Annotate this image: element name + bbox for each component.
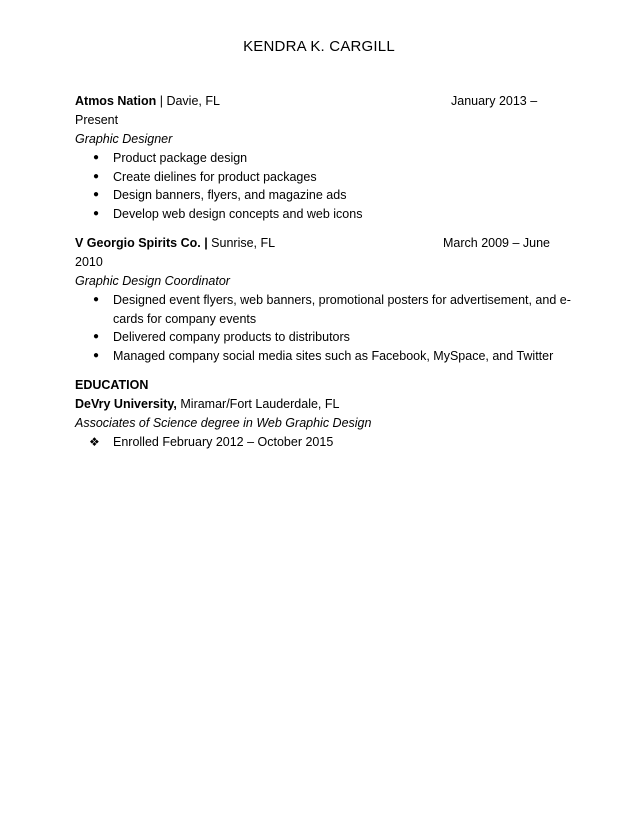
list-item: ● Managed company social media sites such as Facebook, MySpace, and Twitter (75, 347, 575, 366)
company-name: V Georgio Spirits Co. (75, 236, 201, 250)
job-duties (75, 291, 575, 365)
list-item: ● Create dielines for product packages (75, 168, 575, 187)
bullet-icon: ● (93, 349, 100, 361)
job-title: Graphic Designer (75, 132, 173, 146)
bullet-icon: ● (93, 294, 100, 305)
job-entry-1 (75, 92, 575, 223)
job-dates: March 2009 – June (443, 236, 551, 250)
bullet-icon: ● (93, 152, 100, 163)
school-name: DeVry University, (75, 397, 177, 411)
bullet-icon: ● (93, 170, 100, 182)
job-duties (75, 149, 575, 223)
separator: | (156, 94, 167, 108)
job-header (75, 92, 575, 111)
education-section (75, 376, 575, 452)
list-item: ● Product package design (75, 149, 575, 168)
bullet-icon: ● (93, 189, 100, 200)
school-line (75, 395, 575, 414)
job-entry-2 (75, 234, 575, 365)
school-location: Miramar/Fort Lauderdale, FL (176, 397, 340, 411)
job-title: Graphic Design Coordinator (75, 274, 230, 288)
list-item: ● Design banners, flyers, and magazine ads (75, 186, 575, 205)
bullet-icon: ● (93, 207, 100, 219)
job-location: Davie, FL (166, 94, 220, 108)
list-item: ● Develop web design concepts and web icons (75, 205, 575, 224)
degree: Associates of Science degree in Web Graphic Design (75, 416, 372, 430)
job-dates-continued: Present (75, 113, 119, 127)
job-header (75, 234, 575, 253)
list-item: ● Designed event flyers, web banners, promotional posters for advertisement, and e-cards for company events (93, 293, 571, 326)
company-name: Atmos Nation (75, 94, 157, 108)
job-dates-continued: 2010 (75, 255, 103, 269)
candidate-name: KENDRA K. CARGILL (243, 38, 395, 55)
separator: | (200, 236, 212, 250)
bullet-icon: ● (93, 331, 100, 342)
job-dates: January 2013 – (451, 94, 538, 108)
diamond-bullet-icon: ❖ (89, 435, 100, 449)
list-item: ❖ Enrolled February 2012 – October 2015 (75, 433, 575, 452)
job-location: Sunrise, FL (211, 236, 276, 250)
education-details (75, 433, 575, 452)
list-item: ● Delivered company products to distributors (75, 328, 575, 347)
section-heading: EDUCATION (75, 378, 149, 392)
